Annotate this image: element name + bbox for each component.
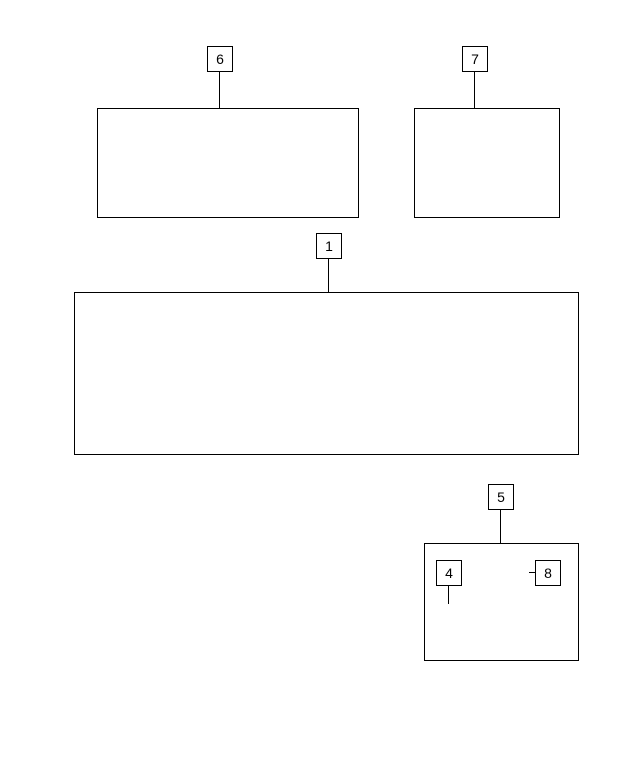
callout-box-1 — [74, 292, 579, 455]
callout-leader-6 — [219, 72, 220, 108]
callout-leader-1 — [328, 259, 329, 292]
callout-label-1[interactable] — [316, 233, 342, 259]
callout-label-7[interactable] — [462, 46, 488, 72]
callout-number: 1 — [325, 238, 333, 254]
callout-leader-5 — [500, 510, 501, 543]
callout-number: 5 — [497, 489, 505, 505]
callout-number: 8 — [544, 565, 552, 581]
callout-number: 7 — [471, 51, 479, 67]
callout-number: 6 — [216, 51, 224, 67]
callout-box-7 — [414, 108, 560, 218]
callout-label-6[interactable] — [207, 46, 233, 72]
callout-number: 4 — [445, 565, 453, 581]
callout-label-8[interactable] — [535, 560, 561, 586]
callout-box-6 — [97, 108, 359, 218]
callout-leader-8 — [529, 572, 536, 573]
callout-leader-7 — [474, 72, 475, 108]
callout-label-5[interactable] — [488, 484, 514, 510]
callout-label-4[interactable] — [436, 560, 462, 586]
callout-leader-4 — [448, 586, 449, 604]
